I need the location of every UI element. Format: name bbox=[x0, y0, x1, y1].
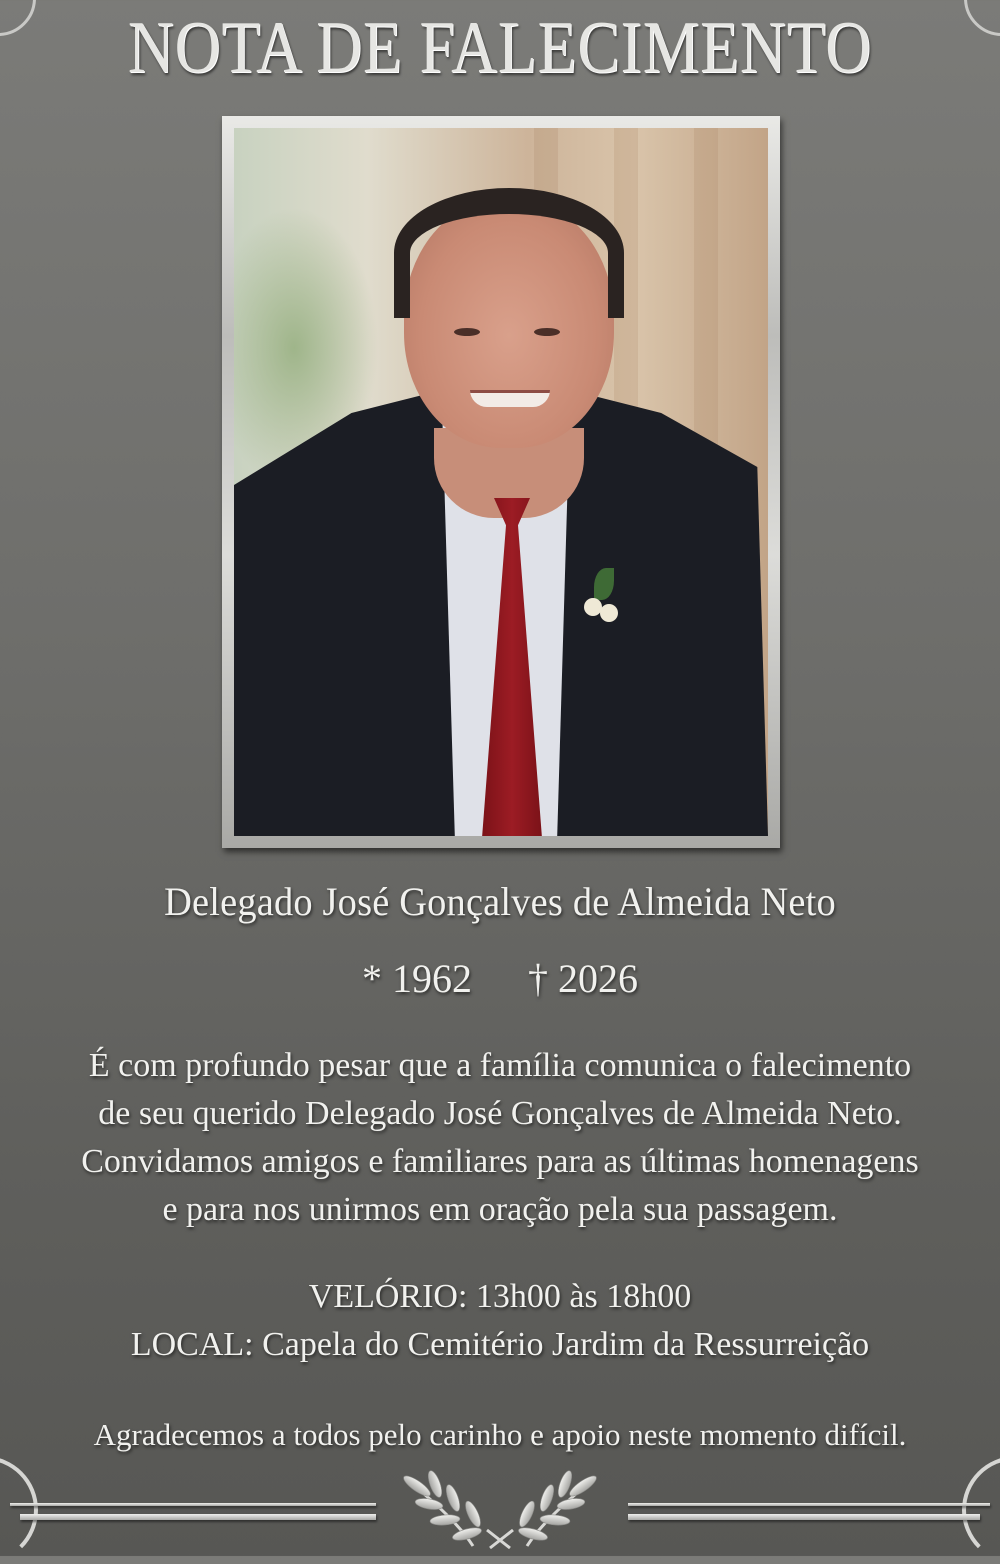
smile bbox=[470, 390, 550, 407]
hair-shape bbox=[394, 188, 624, 318]
divider-right-thin bbox=[628, 1503, 990, 1506]
corner-ornament-top-left bbox=[0, 0, 36, 36]
page-title: NOTA DE FALECIMENTO bbox=[127, 7, 873, 89]
wake-location: LOCAL: Capela do Cemitério Jardim da Ressurreição bbox=[130, 1326, 870, 1363]
wake-time: VELÓRIO: 13h00 às 18h00 bbox=[308, 1278, 692, 1315]
corner-arc-bottom-left bbox=[0, 1456, 38, 1564]
corner-ornament-top-right bbox=[964, 0, 1000, 36]
eye-left bbox=[454, 328, 480, 336]
divider-left-thin bbox=[10, 1503, 376, 1506]
life-dates bbox=[0, 955, 1000, 1002]
message-line: Convidamos amigos e familiares para as últimas homenagens bbox=[81, 1143, 919, 1180]
portrait-photo bbox=[234, 128, 768, 836]
laurel-branches-icon bbox=[395, 1468, 605, 1550]
eye-right bbox=[534, 328, 560, 336]
boutonniere-icon bbox=[584, 568, 620, 628]
corner-arc-bottom-right bbox=[962, 1456, 1000, 1564]
divider-left-thick bbox=[20, 1514, 376, 1520]
thanks-message: Agradecemos a todos pelo carinho e apoio neste momento difícil. bbox=[93, 1417, 907, 1452]
photo-frame bbox=[222, 116, 780, 848]
service-details bbox=[0, 1273, 1000, 1369]
message-line: É com profundo pesar que a família comunica o falecimento bbox=[88, 1047, 912, 1084]
birth-year: * 1962 bbox=[362, 956, 472, 1001]
divider-right-thick bbox=[628, 1514, 980, 1520]
message-line: de seu querido Delegado José Gonçalves de Almeida Neto. bbox=[98, 1095, 902, 1132]
announcement-message bbox=[0, 1042, 1000, 1234]
deceased-name: Delegado José Gonçalves de Almeida Neto bbox=[164, 879, 836, 924]
death-year: † 2026 bbox=[528, 956, 638, 1001]
message-line: e para nos unirmos em oração pela sua passagem. bbox=[162, 1191, 838, 1228]
